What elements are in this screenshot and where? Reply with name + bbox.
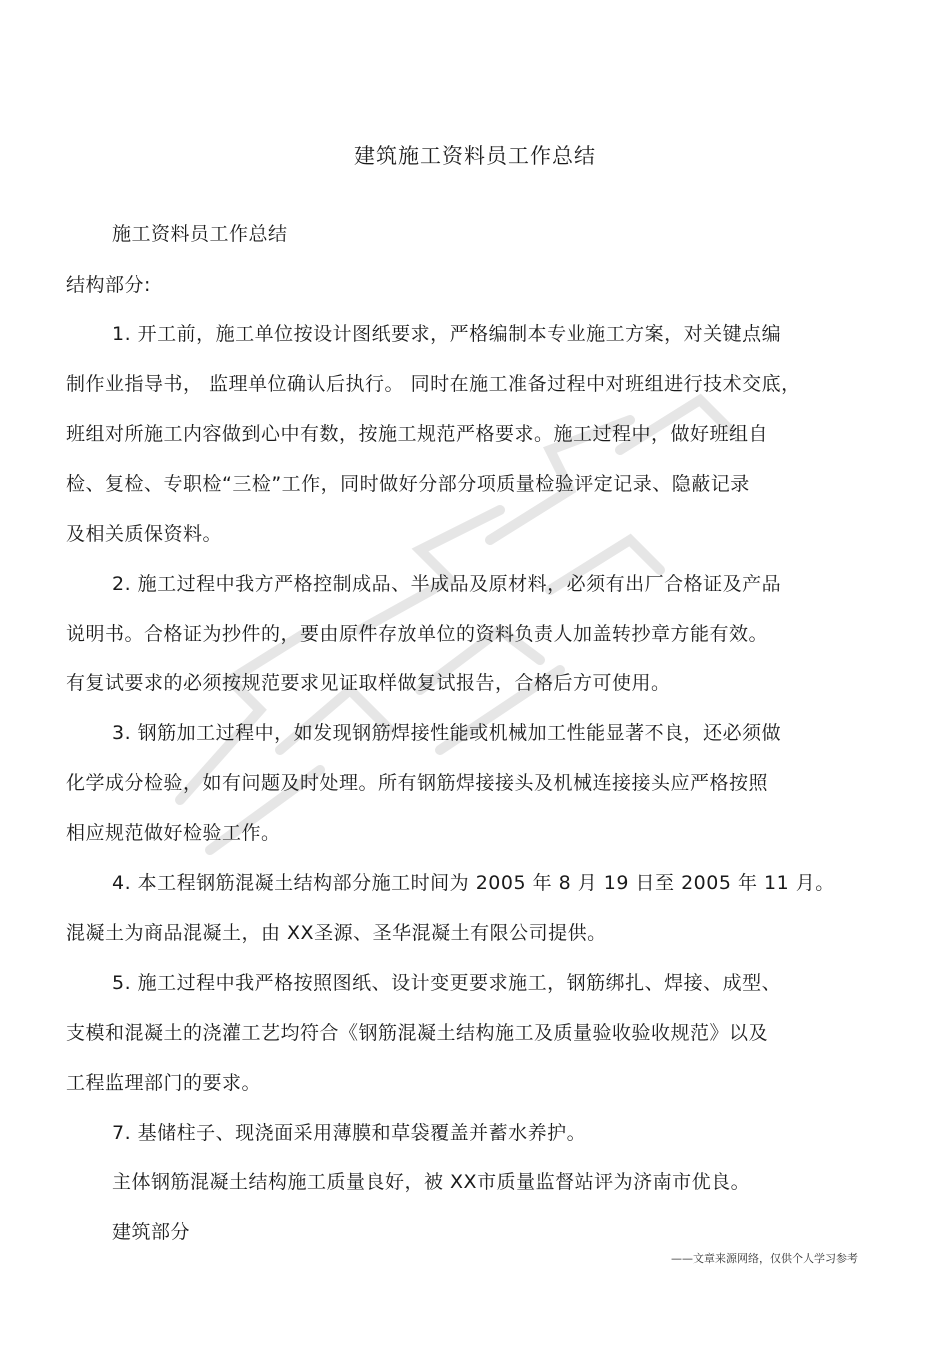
text-line: 说明书。合格证为抄件的，要由原件存放单位的资料负责人加盖转抄章方能有效。 <box>66 623 769 645</box>
text-line: 制作业指导书， 监理单位确认后执行。 同时在施工准备过程中对班组进行技术交底， <box>66 373 801 395</box>
text-line: 化学成分检验，如有问题及时处理。所有钢筋焊接接头及机械连接接头应严格按照 <box>66 772 769 794</box>
text-line: 3. 钢筋加工过程中，如发现钢筋焊接性能或机械加工性能显著不良，还必须做 <box>112 722 782 744</box>
text-line: 班组对所施工内容做到心中有数，按施工规范严格要求。施工过程中，做好班组自 <box>66 423 769 445</box>
text-line: 及相关质保资料。 <box>66 523 223 545</box>
text-line: 2. 施工过程中我方严格控制成品、半成品及原材料，必须有出厂合格证及产品 <box>112 573 782 595</box>
source-footnote: ——文章来源网络，仅供个人学习参考 <box>671 1252 858 1265</box>
text-line: 混凝土为商品混凝土，由 XX圣源、圣华混凝土有限公司提供。 <box>66 922 607 944</box>
text-line: 有复试要求的必须按规范要求见证取样做复试报告，合格后方可使用。 <box>66 672 671 694</box>
document-title: 建筑施工资料员工作总结 <box>354 144 596 168</box>
text-line: 结构部分: <box>66 274 151 296</box>
text-line: 4. 本工程钢筋混凝土结构部分施工时间为 2005 年 8 月 19 日至 2005 年 11 月。 <box>112 872 835 894</box>
text-line: 主体钢筋混凝土结构施工质量良好，被 XX市质量监督站评为济南市优良。 <box>112 1171 751 1193</box>
text-line: 1. 开工前，施工单位按设计图纸要求，严格编制本专业施工方案，对关键点编 <box>112 323 782 345</box>
text-line: 支模和混凝土的浇灌工艺均符合《钢筋混凝土结构施工及质量验收验收规范》以及 <box>66 1022 769 1044</box>
watermark-stamp <box>120 330 760 890</box>
text-line: 建筑部分 <box>112 1221 191 1243</box>
text-line: 检、复检、专职检“三检”工作，同时做好分部分项质量检验评定记录、隐蔽记录 <box>66 473 750 495</box>
text-line: 工程监理部门的要求。 <box>66 1072 262 1094</box>
text-line: 5. 施工过程中我严格按照图纸、设计变更要求施工，钢筋绑扎、焊接、成型、 <box>112 972 782 994</box>
text-line: 相应规范做好检验工作。 <box>66 822 281 844</box>
text-line: 7. 基储柱子、现浇面采用薄膜和草袋覆盖并蓄水养护。 <box>112 1122 587 1144</box>
text-line: 施工资料员工作总结 <box>112 223 288 245</box>
